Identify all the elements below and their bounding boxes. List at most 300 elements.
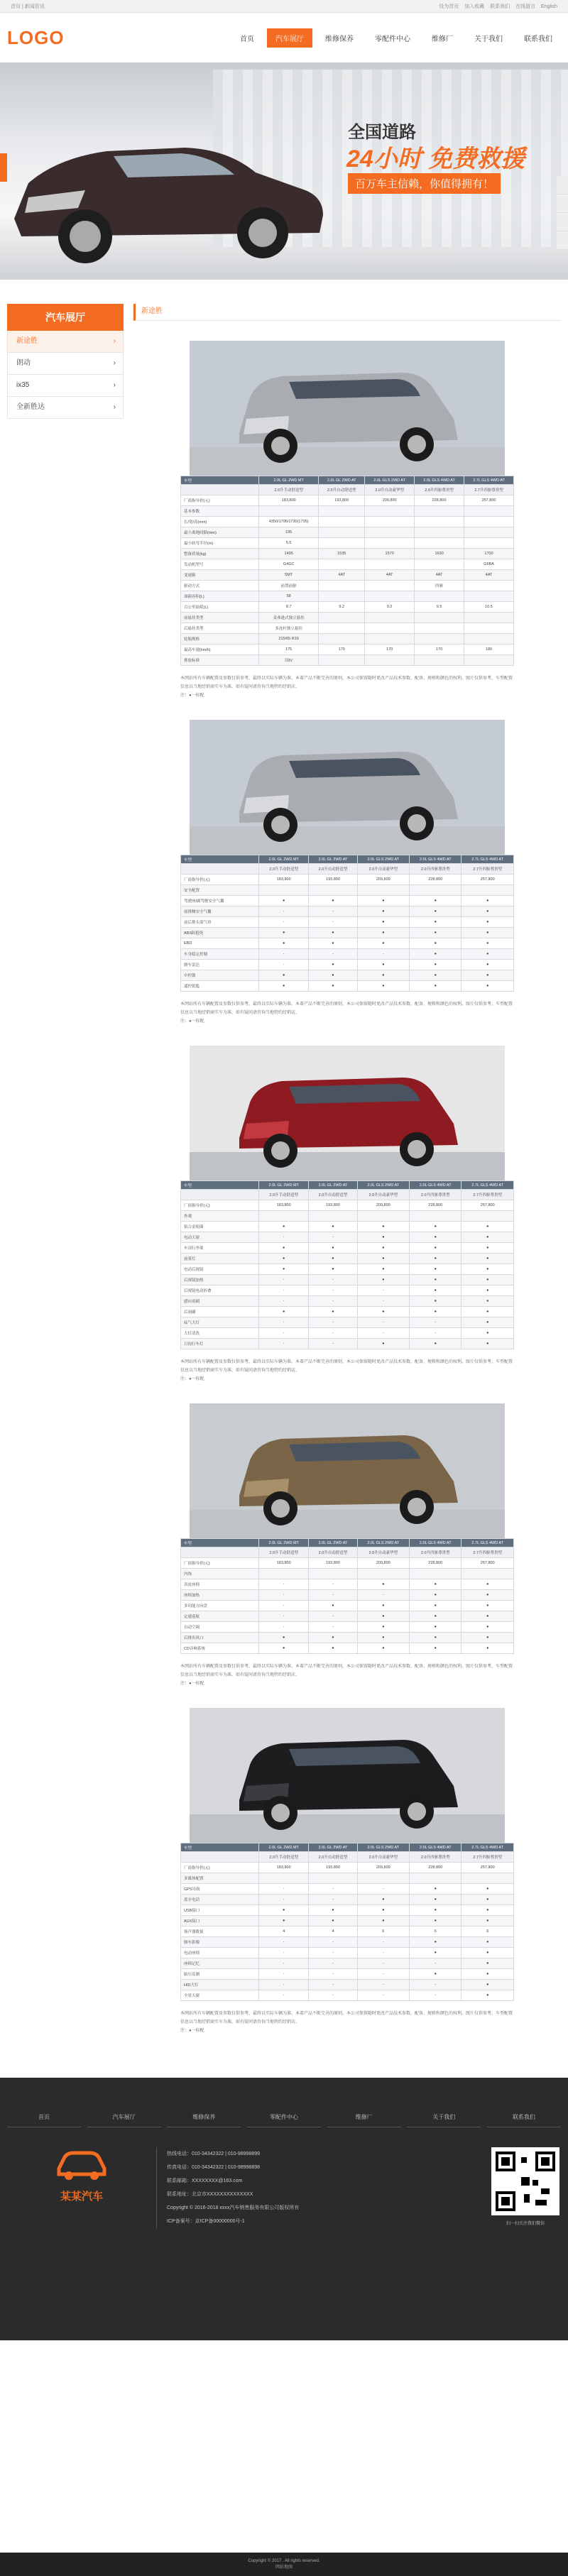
table-cell: ● <box>462 917 514 928</box>
table-cell: 2.0升自动舒适型 <box>319 485 365 495</box>
table-cell: - <box>309 1884 357 1895</box>
table-cell: 4AT <box>365 570 415 581</box>
table-cell: 变速箱 <box>181 570 259 581</box>
table-cell: 2.0L GL 2WD MT <box>259 1181 309 1190</box>
table-cell: ● <box>410 938 462 949</box>
table-cell: ● <box>357 1232 409 1243</box>
table-cell: 2.0升手动舒适型 <box>259 864 309 875</box>
table-cell <box>462 1211 514 1222</box>
footer-nav-maintenance[interactable]: 维修保养 <box>167 2113 241 2127</box>
top-link-contact[interactable]: 联系我们 <box>490 4 510 9</box>
table-cell: EBD <box>181 938 259 949</box>
top-bar <box>0 0 568 13</box>
model-section <box>133 341 561 700</box>
table-cell: 257,800 <box>464 495 514 506</box>
table-cell <box>365 655 415 666</box>
table-cell: 感应雨刷 <box>181 1296 259 1307</box>
table-cell: 9.2 <box>365 602 415 613</box>
table-cell: - <box>309 1296 357 1307</box>
table-cell <box>464 506 514 517</box>
table-cell: ● <box>309 1633 357 1643</box>
table-cell: 多媒体配置 <box>181 1873 259 1884</box>
table-cell: - <box>259 960 309 970</box>
table-cell: ● <box>357 1275 409 1286</box>
table-cell: - <box>357 1948 409 1958</box>
banner-prev-arrow[interactable] <box>0 153 7 182</box>
table-cell: - <box>309 1317 357 1328</box>
table-cell: 2.7L GLS 4WD AT <box>462 855 514 864</box>
table-cell: - <box>309 1980 357 1990</box>
table-cell: 胎压监测 <box>181 1969 259 1980</box>
table-cell: 2.0L GLS 2WD AT <box>365 476 415 485</box>
main-area <box>7 304 561 2035</box>
table-row <box>181 928 514 938</box>
table-cell <box>415 655 464 666</box>
nav-item-home[interactable]: 首页 <box>240 35 254 43</box>
nav-item-about[interactable]: 关于我们 <box>474 35 503 43</box>
footer-nav-repair-shop[interactable]: 维修厂 <box>327 2113 401 2127</box>
table-cell: 电动天窗 <box>181 1232 259 1243</box>
table-cell: 2.0L GLS 2WD AT <box>357 1181 409 1190</box>
table-cell: 轮胎规格 <box>181 634 259 645</box>
table-row <box>181 1339 514 1349</box>
sidebar-item-label: ix35 <box>16 381 30 389</box>
footer-nav-showroom[interactable]: 汽车展厅 <box>87 2113 161 2127</box>
note-legend: 注：●一标配 <box>180 1682 204 1686</box>
footer-brand <box>7 2147 156 2203</box>
table-row <box>181 1181 514 1190</box>
note-text: 本网站所有车辆配置及参数仅供参考，最终以实际车辆为准。本着产品不断完善的原则，本公司保留随时更改产品技术参数、配备、规格和颜色的权利。图片仅供参考，车型配置信息以当地经销商实车为准，如有疑问请咨询当地特约经销店。 <box>180 1665 513 1677</box>
model-note <box>180 2010 514 2035</box>
table-cell: ● <box>462 1317 514 1328</box>
table-cell: ● <box>462 896 514 906</box>
car-photo <box>190 1708 505 1843</box>
note-legend: 注：●一标配 <box>180 1377 204 1381</box>
table-cell: 麦弗逊式独立悬挂 <box>259 613 319 623</box>
footer-qr <box>490 2147 561 2226</box>
spec-table <box>180 1843 514 2001</box>
table-cell: 4 <box>259 1926 309 1937</box>
table-row <box>181 1958 514 1969</box>
table-cell: - <box>259 1969 309 1980</box>
table-cell <box>259 1211 309 1222</box>
table-row <box>181 559 514 570</box>
table-row <box>181 1905 514 1916</box>
table-row <box>181 581 514 591</box>
table-cell: 座椅记忆 <box>181 1958 259 1969</box>
copyright-bar <box>0 2553 568 2576</box>
table-cell <box>410 885 462 896</box>
table-cell: 扬声器数量 <box>181 1926 259 1937</box>
table-row <box>181 1558 514 1569</box>
table-cell: ● <box>410 1884 462 1895</box>
table-cell: 自动空调 <box>181 1622 259 1633</box>
table-cell <box>462 1873 514 1884</box>
table-cell: 2.0升手动舒适型 <box>259 1852 309 1863</box>
table-cell: 2.0L GL 2WD MT <box>259 855 309 864</box>
table-cell: ● <box>357 1243 409 1254</box>
phone-icon[interactable] <box>557 194 568 213</box>
table-cell: ● <box>357 1633 409 1643</box>
table-cell: - <box>309 1339 357 1349</box>
table-cell: ● <box>259 928 309 938</box>
table-cell: 228,800 <box>410 1558 462 1569</box>
table-cell: 2.0升自动舒适型 <box>309 1547 357 1558</box>
table-cell: 最高车速(km/h) <box>181 645 259 655</box>
table-cell: - <box>259 906 309 917</box>
table-row <box>181 1873 514 1884</box>
table-cell: 2.7升四驱尊贵型 <box>462 1547 514 1558</box>
banner-line3: 百万车主信赖，你值得拥有！ <box>348 173 501 194</box>
table-cell: ● <box>462 1307 514 1317</box>
footer-nav-home[interactable]: 首页 <box>7 2113 81 2127</box>
model-list <box>133 341 561 2035</box>
nav-item-showroom[interactable]: 汽车展厅 <box>267 28 312 48</box>
table-cell: 多连杆独立悬挂 <box>259 623 319 634</box>
table-cell: ● <box>410 1296 462 1307</box>
table-cell <box>415 559 464 570</box>
table-cell: - <box>357 1958 409 1969</box>
table-cell <box>319 623 365 634</box>
table-cell: ● <box>309 938 357 949</box>
table-cell: 倒车影像 <box>181 1937 259 1948</box>
table-cell <box>415 506 464 517</box>
table-cell <box>319 634 365 645</box>
table-cell <box>415 517 464 527</box>
nav-item-parts[interactable]: 零配件中心 <box>375 35 410 43</box>
footer-nav <box>7 2078 561 2127</box>
table-cell: 4350/1795/1730(1735) <box>259 517 319 527</box>
top-link-favorite[interactable]: 加入收藏 <box>464 4 485 9</box>
table-row <box>181 634 514 645</box>
nav-item-contact[interactable]: 联系我们 <box>524 35 552 43</box>
table-cell: ● <box>309 1254 357 1264</box>
table-row <box>181 1611 514 1622</box>
table-row <box>181 506 514 517</box>
table-row <box>181 1275 514 1286</box>
table-cell <box>319 581 365 591</box>
chevron-right-icon: › <box>113 403 116 411</box>
table-cell: 大灯清洗 <box>181 1328 259 1339</box>
table-cell: 后悬挂类型 <box>181 623 259 634</box>
table-cell: - <box>309 949 357 960</box>
footer-fax: 传真电话：010-34342322 | 010-98998898 <box>167 2165 261 2170</box>
table-cell: 193,800 <box>309 1200 357 1211</box>
table-cell: 基本参数 <box>181 506 259 517</box>
table-cell: 后视镜电动折叠 <box>181 1286 259 1296</box>
wechat-icon[interactable] <box>557 213 568 231</box>
table-cell <box>464 655 514 666</box>
table-cell <box>464 538 514 549</box>
table-row <box>181 527 514 538</box>
table-row <box>181 591 514 602</box>
table-cell: - <box>357 1317 409 1328</box>
table-cell: - <box>259 1611 309 1622</box>
table-cell: - <box>259 1590 309 1601</box>
table-cell: 9.5 <box>415 602 464 613</box>
table-cell: 183,800 <box>259 1863 309 1873</box>
sidebar-item-tucson[interactable] <box>7 331 124 353</box>
table-cell: 257,800 <box>462 1558 514 1569</box>
table-cell: 电动座椅 <box>181 1948 259 1958</box>
table-cell: ● <box>462 1275 514 1286</box>
model-note <box>180 674 514 700</box>
table-row <box>181 1926 514 1937</box>
table-cell: 1535 <box>319 549 365 559</box>
table-row <box>181 1948 514 1958</box>
table-cell: 228,800 <box>410 875 462 885</box>
car-photo <box>190 1046 505 1180</box>
table-cell: ● <box>462 981 514 992</box>
table-cell <box>415 591 464 602</box>
table-cell: 全景天窗 <box>181 1990 259 2001</box>
table-cell <box>464 581 514 591</box>
table-cell: 蓝牙电话 <box>181 1895 259 1905</box>
note-legend: 注：●一标配 <box>180 694 204 698</box>
table-cell: ● <box>410 1254 462 1264</box>
car-photo <box>190 341 505 476</box>
chevron-right-icon: › <box>113 381 116 389</box>
note-text: 本网站所有车辆配置及参数仅供参考，最终以实际车辆为准。本着产品不断完善的原则，本公司保留随时更改产品技术参数、配备、规格和颜色的权利。图片仅供参考，车型配置信息以当地经销商实车为准，如有疑问请咨询当地特约经销店。 <box>180 2012 513 2024</box>
table-cell: ● <box>462 949 514 960</box>
table-cell: 后排出风口 <box>181 1633 259 1643</box>
table-cell: - <box>357 1884 409 1895</box>
table-cell: ● <box>357 896 409 906</box>
table-cell: 车顶行李架 <box>181 1243 259 1254</box>
table-cell <box>357 885 409 896</box>
spec-table <box>180 1538 514 1654</box>
table-cell <box>319 517 365 527</box>
table-cell: 2.0L GL 2WD MT <box>259 1843 309 1852</box>
table-cell: 8.7 <box>259 602 319 613</box>
footer-address: 联系地址：北京市XXXXXXXXXXXXXX <box>167 2192 253 2197</box>
footer-nav-contact[interactable]: 联系我们 <box>487 2113 561 2127</box>
table-cell <box>410 1211 462 1222</box>
table-cell: 真皮座椅 <box>181 1579 259 1590</box>
table-cell: ● <box>410 1622 462 1633</box>
table-row <box>181 1937 514 1948</box>
table-cell <box>319 506 365 517</box>
table-cell: - <box>259 1622 309 1633</box>
table-cell: ● <box>357 1916 409 1926</box>
table-cell: 2.7L GLS 4WD AT <box>462 1539 514 1547</box>
table-cell: ● <box>357 938 409 949</box>
table-cell: - <box>259 1980 309 1990</box>
model-note <box>180 1000 514 1026</box>
table-row <box>181 1190 514 1200</box>
table-row <box>181 864 514 875</box>
table-cell: 2.0L GLS 4WD AT <box>410 1181 462 1190</box>
table-cell: - <box>357 1328 409 1339</box>
spec-table <box>180 476 514 666</box>
table-cell: 发动机型号 <box>181 559 259 570</box>
table-cell: ● <box>259 938 309 949</box>
table-cell: ● <box>410 949 462 960</box>
table-cell <box>259 1569 309 1579</box>
table-cell: 2.7升四驱尊贵型 <box>462 1190 514 1200</box>
table-row <box>181 1211 514 1222</box>
table-cell: 车型 <box>181 1843 259 1852</box>
table-cell: - <box>309 1948 357 1958</box>
table-cell: - <box>309 1590 357 1601</box>
table-cell: ● <box>462 938 514 949</box>
table-cell: - <box>357 1286 409 1296</box>
table-cell: G4GC <box>259 559 319 570</box>
table-cell <box>319 655 365 666</box>
table-cell <box>319 591 365 602</box>
table-cell: ● <box>309 970 357 981</box>
note-legend: 注：●一标配 <box>180 2029 204 2033</box>
table-cell: - <box>357 1296 409 1307</box>
table-cell <box>464 527 514 538</box>
table-cell <box>415 527 464 538</box>
table-cell: 车型 <box>181 855 259 864</box>
table-cell: ● <box>462 1601 514 1611</box>
table-cell: ● <box>462 1895 514 1905</box>
table-row <box>181 1843 514 1852</box>
table-cell: ● <box>357 1254 409 1264</box>
sitemap-link[interactable]: 网站地图 <box>275 2565 293 2570</box>
table-cell: 中控锁 <box>181 970 259 981</box>
table-cell: 座椅加热 <box>181 1590 259 1601</box>
table-cell: - <box>309 1958 357 1969</box>
table-cell: 车型 <box>181 476 259 485</box>
table-cell <box>410 1873 462 1884</box>
table-cell: 183,800 <box>259 495 319 506</box>
table-cell: ● <box>410 906 462 917</box>
table-cell: 排放标准 <box>181 655 259 666</box>
table-cell: ● <box>410 1895 462 1905</box>
top-link-home[interactable]: 设为首页 <box>439 4 459 9</box>
table-cell: 228,800 <box>410 1863 462 1873</box>
table-cell: 2.0L GLS 4WD AT <box>410 855 462 864</box>
table-cell: 油箱容积(L) <box>181 591 259 602</box>
footer-nav-about[interactable]: 关于我们 <box>407 2113 481 2127</box>
table-cell <box>319 613 365 623</box>
nav-item-maintenance[interactable]: 维修保养 <box>325 35 354 43</box>
model-section <box>133 720 561 1026</box>
table-cell: 6 <box>410 1926 462 1937</box>
table-cell: ● <box>410 1222 462 1232</box>
sidebar-item-langdong[interactable] <box>7 353 124 375</box>
footer-phone: 热线电话：010-34342322 | 010-98998899 <box>167 2152 261 2156</box>
table-cell: G6BA <box>464 559 514 570</box>
table-cell: ● <box>309 1264 357 1275</box>
note-text: 本网站所有车辆配置及参数仅供参考，最终以实际车辆为准。本着产品不断完善的原则，本公司保留随时更改产品技术参数、配备、规格和颜色的权利。图片仅供参考，车型配置信息以当地经销商实车为准，如有疑问请咨询当地特约经销店。 <box>180 676 513 689</box>
table-cell: 车型 <box>181 1539 259 1547</box>
table-cell: ● <box>410 1339 462 1349</box>
table-cell: 倒车雷达 <box>181 960 259 970</box>
table-cell: 2.0升四驱尊贵型 <box>410 1852 462 1863</box>
table-cell: 日间行车灯 <box>181 1339 259 1349</box>
table-cell <box>464 517 514 527</box>
table-cell: 厂商指导价(元) <box>181 1863 259 1873</box>
table-cell: 209,800 <box>357 875 409 885</box>
table-cell: ● <box>410 1590 462 1601</box>
table-cell: 2.0升自动豪华型 <box>357 1547 409 1558</box>
table-cell: ● <box>357 1643 409 1654</box>
table-cell: 2.7L GLS 4WD AT <box>462 1181 514 1190</box>
table-cell: ● <box>259 1643 309 1654</box>
table-row <box>181 538 514 549</box>
table-cell: 2.0升手动舒适型 <box>259 1190 309 1200</box>
table-cell <box>181 1852 259 1863</box>
table-cell: 前雾灯 <box>181 1254 259 1264</box>
table-cell: 4 <box>309 1926 357 1937</box>
sidebar-item-ix35[interactable] <box>7 375 124 397</box>
sidebar-item-santafe[interactable] <box>7 397 124 419</box>
table-cell: ● <box>462 906 514 917</box>
top-link-english[interactable]: English <box>541 4 557 9</box>
table-cell: ● <box>410 896 462 906</box>
table-cell: 疝气大灯 <box>181 1317 259 1328</box>
footer-brand-name: 某某汽车 <box>60 2191 103 2203</box>
table-cell <box>365 634 415 645</box>
table-cell: - <box>259 1275 309 1286</box>
table-row <box>181 645 514 655</box>
table-cell: ● <box>410 1601 462 1611</box>
table-cell: 外观 <box>181 1211 259 1222</box>
table-row <box>181 906 514 917</box>
model-section <box>133 1708 561 2035</box>
table-cell: 2.0L GL 2WD MT <box>259 1539 309 1547</box>
table-cell: ● <box>259 1905 309 1916</box>
table-cell: ● <box>309 1905 357 1916</box>
table-cell: ● <box>462 1884 514 1895</box>
table-row <box>181 613 514 623</box>
car-photo <box>190 1403 505 1538</box>
sidebar <box>7 304 124 2035</box>
hero-banner[interactable] <box>0 62 568 280</box>
table-cell <box>259 1873 309 1884</box>
qq-icon[interactable] <box>557 176 568 194</box>
table-cell: ● <box>309 1307 357 1317</box>
table-cell: 2.0升四驱尊贵型 <box>410 1190 462 1200</box>
back-to-top-icon[interactable] <box>557 231 568 250</box>
table-cell: 2.7L GLS 4WD AT <box>464 476 514 485</box>
table-cell <box>357 1873 409 1884</box>
table-cell: ● <box>462 1611 514 1622</box>
table-cell: ● <box>357 1611 409 1622</box>
model-note <box>180 1662 514 1688</box>
table-cell: 2.0升自动舒适型 <box>309 1190 357 1200</box>
table-cell <box>410 1569 462 1579</box>
main-nav <box>227 28 561 48</box>
table-cell: ● <box>410 981 462 992</box>
table-cell: ● <box>259 981 309 992</box>
table-cell: ● <box>462 1980 514 1990</box>
table-cell: ● <box>309 1601 357 1611</box>
table-cell: - <box>309 1895 357 1905</box>
table-cell <box>365 517 415 527</box>
car-logo-icon <box>55 2147 109 2181</box>
nav-item-repair-shop[interactable]: 维修厂 <box>432 35 453 43</box>
top-link-message[interactable]: 在线留言 <box>515 4 536 9</box>
table-cell: 2.0L GLS 2WD AT <box>357 1843 409 1852</box>
footer-nav-parts[interactable]: 零配件中心 <box>247 2113 321 2127</box>
footer-company: Copyright © 2016-2018 xxxx汽车销售服务有限公司版权所有 <box>167 2205 300 2210</box>
table-row <box>181 855 514 864</box>
site-logo[interactable]: LOGO <box>7 26 65 48</box>
table-row <box>181 1895 514 1905</box>
table-cell: ● <box>462 1579 514 1590</box>
table-row <box>181 1633 514 1643</box>
table-cell <box>365 581 415 591</box>
table-cell: 国IV <box>259 655 319 666</box>
table-row <box>181 896 514 906</box>
table-cell: 170 <box>365 645 415 655</box>
table-cell: 前排侧安全气囊 <box>181 906 259 917</box>
